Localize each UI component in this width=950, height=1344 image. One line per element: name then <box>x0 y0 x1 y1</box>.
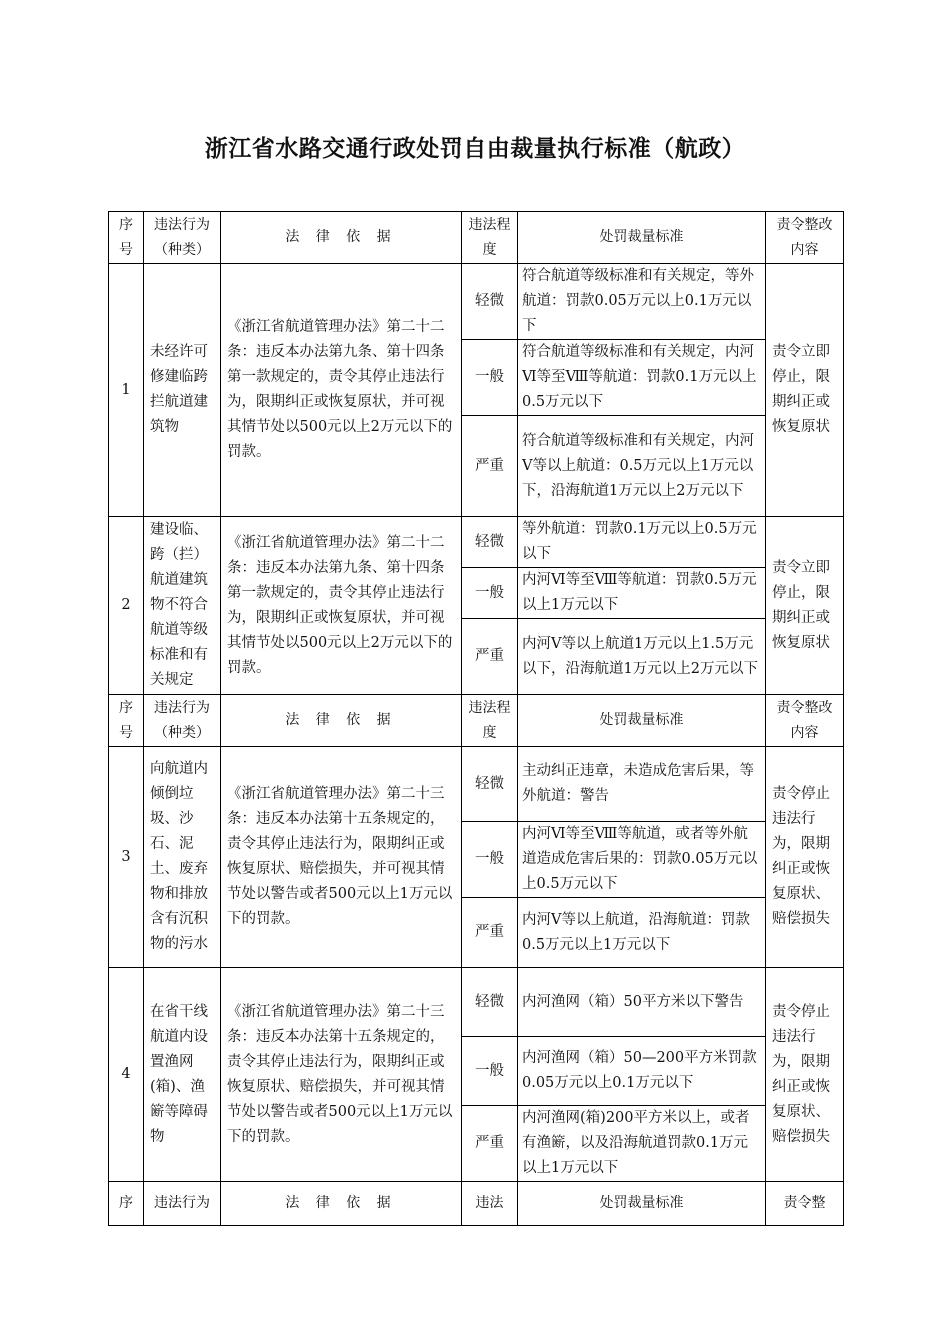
row-3-degree-3: 严重 <box>462 898 518 968</box>
row-4-standard-1: 内河渔网（箱）50平方米以下警告 <box>518 968 766 1037</box>
header-seq: 序号 <box>109 212 144 264</box>
row-2-act: 建设临、跨（拦）航道建筑物不符合航道等级标准和有关规定 <box>144 517 221 695</box>
row-1-standard-3: 符合航道等级标准和有关规定，内河Ⅴ等以上航道：0.5万元以上1万元以下，沿海航道1万元以上2万元以下 <box>518 416 766 517</box>
penalty-standard-table <box>108 211 844 1226</box>
row-3-standard-2: 内河Ⅵ等至Ⅷ等航道，或者等外航道造成危害后果的：罚款0.05万元以上0.5万元以下 <box>518 822 766 898</box>
header-standard: 处罚裁量标准 <box>518 1182 766 1226</box>
row-3-order: 责令停止违法行为，限期纠正或恢复原状、赔偿损失 <box>766 747 844 968</box>
header-order: 责令整 <box>766 1182 844 1226</box>
row-2-standard-1: 等外航道：罚款0.1万元以上0.5万元以下 <box>518 517 766 568</box>
row-3-law: 《浙江省航道管理办法》第二十三条：违反本办法第十五条规定的，责令其停止违法行为，限期纠正或恢复原状、赔偿损失，并可视其情节处以警告或者500元以上1万元以下的罚款。 <box>221 747 462 968</box>
page-title: 浙江省水路交通行政处罚自由裁量执行标准（航政） <box>204 136 746 162</box>
header-law: 法 律 依 据 <box>221 212 462 264</box>
header-law: 法 律 依 据 <box>221 1182 462 1226</box>
table-header-row <box>109 695 844 747</box>
header-seq: 序号 <box>109 695 144 747</box>
row-3-degree-2: 一般 <box>462 822 518 898</box>
row-2-order: 责令立即停止，限期纠正或恢复原状 <box>766 517 844 695</box>
header-act: 违法行为（种类） <box>144 695 221 747</box>
header-seq: 序 <box>109 1182 144 1226</box>
row-2-standard-3: 内河Ⅴ等以上航道1万元以上1.5万元以下，沿海航道1万元以上2万元以下 <box>518 619 766 695</box>
row-4-degree-3: 严重 <box>462 1106 518 1182</box>
row-2-law: 《浙江省航道管理办法》第二十二条：违反本办法第九条、第十四条第一款规定的，责令其停止违法行为，限期纠正或恢复原状，并可视其情节处以500元以上2万元以下的罚款。 <box>221 517 462 695</box>
row-1-standard-1: 符合航道等级标准和有关规定，等外航道：罚款0.05万元以上0.1万元以下 <box>518 264 766 340</box>
row-4-act: 在省干线航道内设置渔网(箱)、渔簖等障碍物 <box>144 968 221 1182</box>
header-degree: 违法程度 <box>462 695 518 747</box>
table-row <box>109 968 844 1037</box>
table-row <box>109 517 844 568</box>
header-order: 责令整改内容 <box>766 695 844 747</box>
row-2-degree-1: 轻微 <box>462 517 518 568</box>
row-1-degree-2: 一般 <box>462 340 518 416</box>
row-3-standard-1: 主动纠正违章，未造成危害后果，等外航道：警告 <box>518 747 766 822</box>
row-4-standard-3: 内河渔网(箱)200平方米以上，或者有渔簖，以及沿海航道罚款0.1万元以上1万元以下 <box>518 1106 766 1182</box>
row-3-seq: 3 <box>109 747 144 968</box>
header-degree: 违法程度 <box>462 212 518 264</box>
row-1-order: 责令立即停止，限期纠正或恢复原状 <box>766 264 844 517</box>
table-header-row <box>109 1182 844 1226</box>
row-4-law: 《浙江省航道管理办法》第二十三条：违反本办法第十五条规定的，责令其停止违法行为，限期纠正或恢复原状、赔偿损失，并可视其情节处以警告或者500元以上1万元以下的罚款。 <box>221 968 462 1182</box>
header-standard: 处罚裁量标准 <box>518 695 766 747</box>
table-row <box>109 264 844 340</box>
row-4-standard-2: 内河渔网（箱）50—200平方米罚款0.05万元以上0.1万元以下 <box>518 1037 766 1106</box>
row-3-standard-3: 内河Ⅴ等以上航道，沿海航道：罚款0.5万元以上1万元以下 <box>518 898 766 968</box>
row-2-degree-2: 一般 <box>462 568 518 619</box>
row-1-act: 未经许可修建临跨拦航道建筑物 <box>144 264 221 517</box>
row-3-act: 向航道内倾倒垃圾、沙石、泥土、废弃物和排放含有沉积物的污水 <box>144 747 221 968</box>
table-header-row <box>109 212 844 264</box>
row-3-degree-1: 轻微 <box>462 747 518 822</box>
row-1-seq: 1 <box>109 264 144 517</box>
row-2-degree-3: 严重 <box>462 619 518 695</box>
header-standard: 处罚裁量标准 <box>518 212 766 264</box>
table-row <box>109 747 844 822</box>
header-act: 违法行为 <box>144 1182 221 1226</box>
row-1-degree-1: 轻微 <box>462 264 518 340</box>
header-order: 责令整改内容 <box>766 212 844 264</box>
row-1-standard-2: 符合航道等级标准和有关规定，内河Ⅵ等至Ⅷ等航道：罚款0.1万元以上0.5万元以下 <box>518 340 766 416</box>
header-degree: 违法 <box>462 1182 518 1226</box>
header-law: 法 律 依 据 <box>221 695 462 747</box>
row-4-order: 责令停止违法行为，限期纠正或恢复原状、赔偿损失 <box>766 968 844 1182</box>
row-2-seq: 2 <box>109 517 144 695</box>
row-4-degree-1: 轻微 <box>462 968 518 1037</box>
row-1-degree-3: 严重 <box>462 416 518 517</box>
row-4-degree-2: 一般 <box>462 1037 518 1106</box>
row-4-seq: 4 <box>109 968 144 1182</box>
row-2-standard-2: 内河Ⅵ等至Ⅷ等航道：罚款0.5万元以上1万元以下 <box>518 568 766 619</box>
header-act: 违法行为（种类） <box>144 212 221 264</box>
row-1-law: 《浙江省航道管理办法》第二十二条：违反本办法第九条、第十四条第一款规定的，责令其停止违法行为，限期纠正或恢复原状，并可视其情节处以500元以上2万元以下的罚款。 <box>221 264 462 517</box>
